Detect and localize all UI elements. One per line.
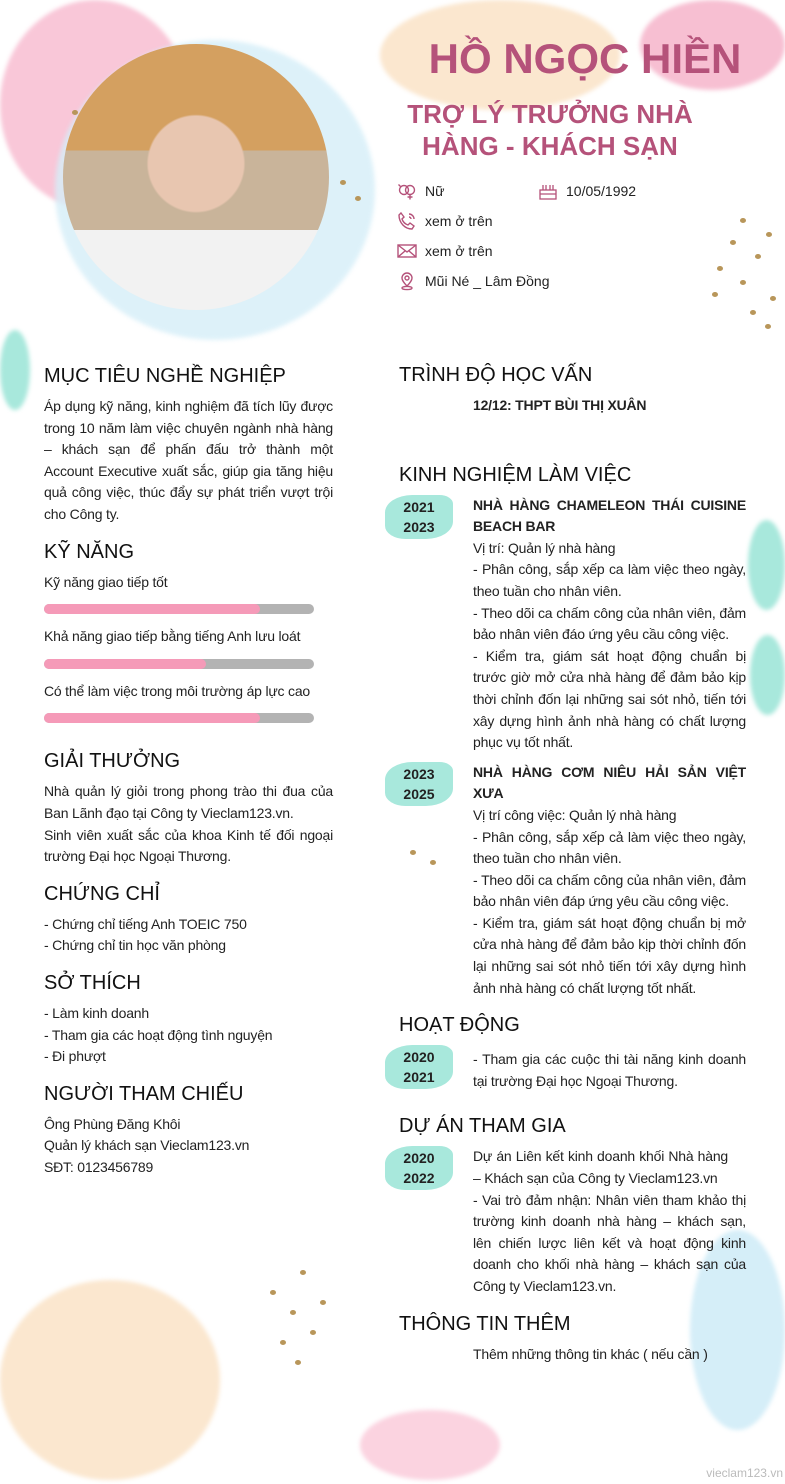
decor-teal-blob: [748, 520, 785, 610]
project-line: - Vai trò đảm nhận: Nhân viên tham khảo thị trường kinh doanh nhà hàng – khách sạn, lên chiến lược liên kết và hoạt động kinh doanh cho khối nhà hàng – khách sạn của Công ty Vieclam123.vn.: [473, 1191, 746, 1294]
reference-line: Ông Phùng Đăng Khôi: [44, 1115, 181, 1132]
birthday-value: 10/05/1992: [566, 183, 637, 199]
experience-line: Vị trí công việc: Quản lý nhà hàng: [473, 806, 677, 823]
education-text: 12/12: THPT BÙI THỊ XUÂN: [473, 397, 647, 413]
year-to: 2025: [403, 785, 435, 802]
skill-label: Kỹ năng giao tiếp tốt: [44, 573, 168, 590]
project-line: Dự án Liên kết kinh doanh khối Nhà hàng – Khách sạn của Công ty Vieclam123.vn: [473, 1148, 728, 1187]
decor-teal-blob: [0, 330, 30, 410]
experience-line: - Theo dõi ca chấm công của nhân viên, đảm bảo nhân viên đáp ứng yêu cầu công việc.: [473, 871, 746, 910]
awards-section: [44, 749, 333, 867]
decor-pink-blob: [360, 1410, 500, 1480]
education-item: [385, 395, 746, 417]
references-section: [44, 1082, 333, 1179]
hobbies-section: [44, 971, 333, 1068]
extra-info-heading: THÔNG TIN THÊM: [399, 1312, 571, 1335]
profile-photo: [63, 44, 329, 310]
education-heading: TRÌNH ĐỘ HỌC VẤN: [399, 364, 593, 386]
envelope-icon: [397, 241, 417, 261]
project-years: [385, 1146, 453, 1190]
watermark: vieclam123.vn: [706, 1466, 783, 1480]
activities-heading: HOẠT ĐỘNG: [399, 1014, 520, 1037]
hobbies-heading: SỞ THÍCH: [44, 971, 141, 994]
project-item: [385, 1146, 746, 1297]
year-from: 2021: [403, 498, 435, 515]
birthday-info: [538, 181, 636, 201]
skill-label: Khả năng giao tiếp bằng tiếng Anh lưu loát: [44, 628, 301, 645]
gender-icon: [397, 181, 417, 201]
experience-years: [385, 762, 453, 806]
activities-section: [385, 1013, 746, 1092]
decor-teal-blob: [750, 635, 785, 715]
experience-line: - Phân công, sắp xếp ca làm việc theo ngày, theo tuần cho nhân viên.: [473, 561, 746, 599]
year-from: 2023: [403, 765, 435, 782]
experience-line: - Theo dõi ca chấm công của nhân viên, đảm bảo nhân viên đáo ứng yêu cầu công việc.: [473, 604, 746, 643]
phone-value: xem ở trên: [425, 213, 493, 229]
references-heading: NGƯỜI THAM CHIẾU: [44, 1082, 244, 1105]
candidate-name: HỒ NGỌC HIỀN: [428, 35, 742, 82]
skills-section: [44, 540, 333, 724]
email-info: [397, 241, 493, 261]
skill-bar: [44, 659, 314, 669]
extra-info-section: [385, 1312, 746, 1366]
skill-label: Có thể làm việc trong môi trường áp lực cao: [44, 682, 310, 699]
experience-heading: KINH NGHIỆM LÀM VIỆC: [399, 463, 632, 486]
experience-years: [385, 495, 453, 539]
year-to: 2022: [403, 1170, 435, 1187]
skill-item: [44, 572, 333, 615]
experience-details: [473, 495, 746, 754]
extra-info-item: [385, 1344, 746, 1366]
experience-item: [385, 495, 746, 754]
gender-value: Nữ: [425, 183, 445, 199]
certificate-item: - Chứng chỉ tiếng Anh TOEIC 750: [44, 915, 247, 932]
company-name: NHÀ HÀNG CHAMELEON THÁI CUISINE BEACH BAR: [473, 496, 746, 535]
experience-section: [385, 463, 746, 1000]
extra-info-text: Thêm những thông tin khác ( nếu cần ): [473, 1345, 708, 1362]
objective-text: Áp dụng kỹ năng, kinh nghiệm đã tích lũy được trong 10 năm làm việc chuyên ngành nhà hàng – khách sạn để phấn đấu trở thành một Account Executive xuất sắc, giúp gia tăng hiệu quả công việc, thúc đẩy sự phát triển vượt trội cho Công ty.: [44, 398, 333, 522]
skill-item: [44, 626, 333, 669]
skill-bar: [44, 713, 314, 723]
projects-section: [385, 1114, 746, 1297]
year-to: 2023: [403, 518, 435, 535]
experience-line: - Kiểm tra, giám sát hoạt động chuẩn bị trước giờ mở cửa nhà hàng để đảm bảo kịp thời chỉnh đốn lại những sai sót nhỏ, tiến tới xây dựng hình ảnh nhà hàng có chất lượng phục vụ tốt nhất.: [473, 647, 746, 751]
certificate-item: - Chứng chỉ tin học văn phòng: [44, 937, 226, 954]
skills-heading: KỸ NĂNG: [44, 540, 135, 563]
decor-orange-blob: [0, 1280, 220, 1480]
objective-section: [44, 364, 333, 526]
hobby-item: - Đi phượt: [44, 1048, 106, 1065]
projects-heading: DỰ ÁN THAM GIA: [399, 1115, 566, 1138]
year-to: 2021: [403, 1069, 435, 1086]
hobby-item: - Làm kinh doanh: [44, 1004, 149, 1021]
skill-bar-fill: [44, 659, 206, 669]
email-value: xem ở trên: [425, 243, 493, 259]
experience-item: [385, 762, 746, 1000]
skill-bar-fill: [44, 713, 260, 723]
award-item: Sinh viên xuất sắc của khoa Kinh tế đối ngoại trường Đại học Ngoại Thương.: [44, 826, 333, 865]
award-item: Nhà quản lý giỏi trong phong trào thi đua của Ban Lãnh đạo tại Công ty Vieclam123.vn.: [44, 783, 333, 821]
experience-line: Vị trí: Quản lý nhà hàng: [473, 539, 616, 556]
activity-item: [385, 1045, 746, 1092]
address-value: Mũi Né _ Lâm Đồng: [425, 273, 550, 289]
year-from: 2020: [403, 1150, 435, 1167]
year-from: 2020: [403, 1049, 435, 1066]
reference-line: SĐT: 0123456789: [44, 1158, 154, 1175]
skill-bar-fill: [44, 604, 260, 614]
gender-info: [397, 181, 444, 201]
education-section: [385, 363, 746, 417]
activity-years: [385, 1045, 453, 1089]
experience-line: - Phân công, sắp xếp cả làm việc theo ngày, theo tuần cho nhân viên.: [473, 828, 746, 867]
hobby-item: - Tham gia các hoạt động tình nguyện: [44, 1026, 273, 1043]
job-title: TRỢ LÝ TRƯỞNG NHÀ HÀNG - KHÁCH SẠN: [407, 99, 693, 161]
birthday-cake-icon: [538, 181, 558, 201]
phone-info: [397, 211, 493, 231]
company-name: NHÀ HÀNG CƠM NIÊU HẢI SẢN VIỆT XƯA: [473, 763, 746, 802]
awards-heading: GIẢI THƯỞNG: [44, 750, 181, 773]
phone-icon: [397, 211, 417, 231]
skill-bar: [44, 604, 314, 614]
objective-heading: MỤC TIÊU NGHỀ NGHIỆP: [44, 365, 286, 387]
activity-text: - Tham gia các cuộc thi tài năng kinh doanh tại trường Đại học Ngoại Thương.: [473, 1051, 746, 1089]
experience-line: - Kiểm tra, giám sát hoạt động chuẩn bị mở cửa nhà hàng để đảm bảo kịp thời chỉnh đốn lại những sai sót nhỏ tiến tới xây dựng hình ảnh nhà hàng có chất lượng tốt nhất.: [473, 914, 746, 996]
skill-item: [44, 681, 333, 724]
project-details: [473, 1146, 746, 1297]
right-column: [385, 363, 746, 1373]
experience-details: [473, 762, 746, 1000]
reference-line: Quản lý khách sạn Vieclam123.vn: [44, 1137, 250, 1154]
certificates-heading: CHỨNG CHỈ: [44, 882, 160, 905]
certificates-section: [44, 882, 333, 957]
address-info: [397, 271, 550, 291]
left-column: [44, 364, 333, 1178]
location-pin-icon: [397, 271, 417, 291]
